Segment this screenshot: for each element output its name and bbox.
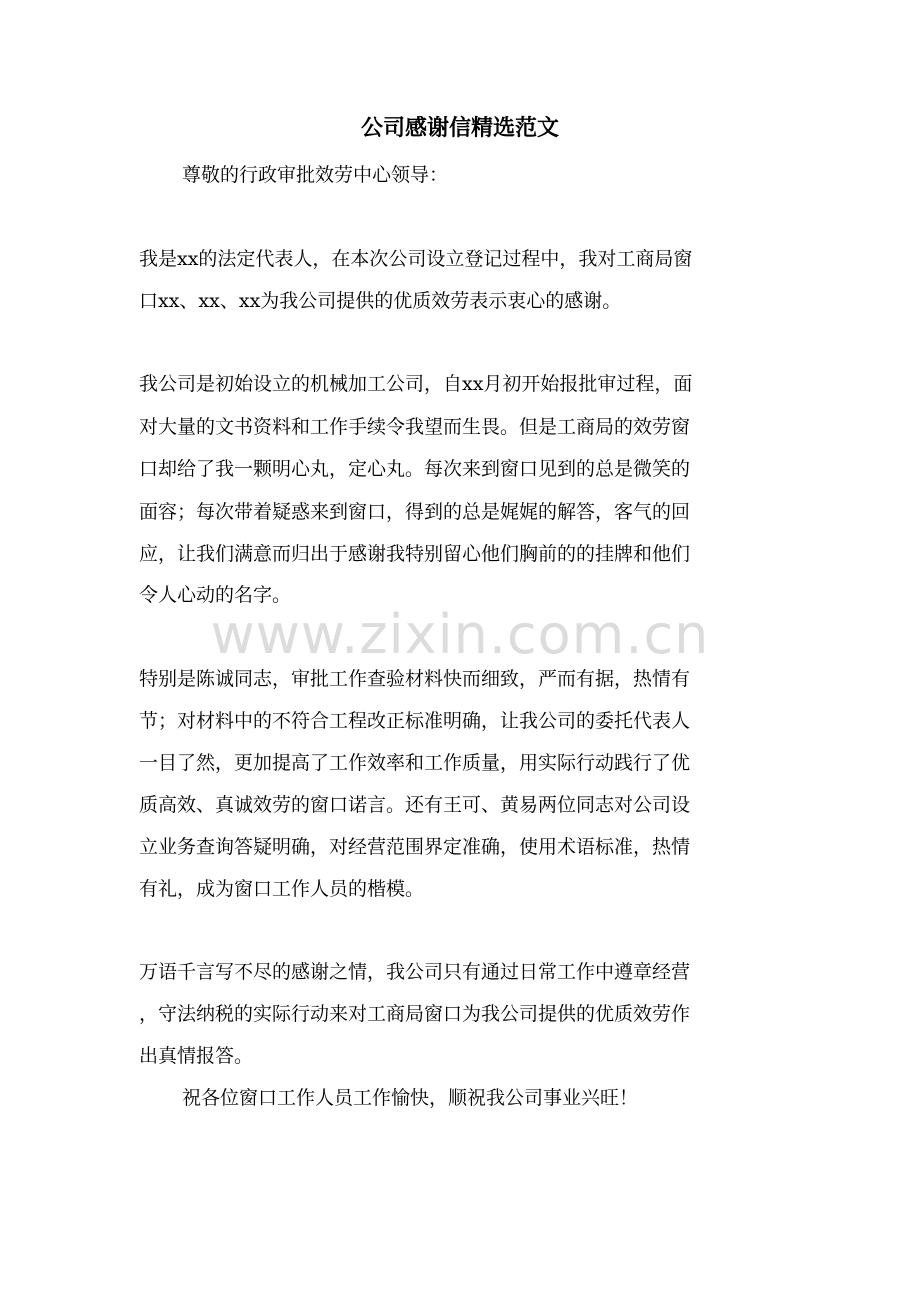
watermark: www.zixin.com.cn bbox=[210, 603, 710, 666]
paragraph-2-line-5: 应，让我们满意而归出于感谢我特别留心他们胸前的的挂牌和他们 bbox=[139, 543, 691, 565]
paragraph-4-line-2: ，守法纳税的实际行动来对工商局窗口为我公司提供的优质效劳作 bbox=[139, 1003, 691, 1025]
paragraph-3-line-5: 立业务查询答疑明确，对经营范围界定准确，使用术语标准，热情 bbox=[139, 836, 691, 858]
paragraph-3-line-3: 一目了然，更加提高了工作效率和工作质量，用实际行动践行了优 bbox=[139, 752, 691, 774]
paragraph-1-line-1: 我是xx的法定代表人，在本次公司设立登记过程中，我对工商局窗 bbox=[139, 248, 693, 270]
salutation: 尊敬的行政审批效劳中心领导： bbox=[182, 164, 449, 186]
paragraph-3-line-2: 节；对材料中的不符合工程改正标准明确，让我公司的委托代表人 bbox=[139, 710, 691, 732]
paragraph-2-line-4: 面容；每次带着疑惑来到窗口，得到的总是娓娓的解答，客气的回 bbox=[139, 501, 691, 523]
paragraph-1-line-2: 口xx、xx、xx为我公司提供的优质效劳表示衷心的感谢。 bbox=[139, 290, 622, 312]
paragraph-3-line-4: 质高效、真诚效劳的窗口诺言。还有王可、黄易两位同志对公司设 bbox=[139, 794, 691, 816]
paragraph-2-line-6: 令人心动的名字。 bbox=[139, 584, 292, 606]
paragraph-2-line-2: 对大量的文书资料和工作手续令我望而生畏。但是工商局的效劳窗 bbox=[139, 416, 691, 438]
closing-line: 祝各位窗口工作人员工作愉快，顺祝我公司事业兴旺！ bbox=[182, 1087, 639, 1109]
document-title: 公司感谢信精选范文 bbox=[360, 115, 559, 141]
paragraph-4-line-1: 万语千言写不尽的感谢之情，我公司只有通过日常工作中遵章经营 bbox=[139, 961, 691, 983]
paragraph-4-line-3: 出真情报答。 bbox=[139, 1045, 254, 1067]
paragraph-2-line-3: 口却给了我一颗明心丸，定心丸。每次来到窗口见到的总是微笑的 bbox=[139, 458, 691, 480]
paragraph-3-line-6: 有礼，成为窗口工作人员的楷模。 bbox=[139, 878, 425, 900]
paragraph-3-line-1: 特别是陈诚同志，审批工作查验材料快而细致，严而有据，热情有 bbox=[139, 668, 691, 690]
paragraph-2-line-1: 我公司是初始设立的机械加工公司，自xx月初开始报批审过程，面 bbox=[139, 373, 693, 395]
